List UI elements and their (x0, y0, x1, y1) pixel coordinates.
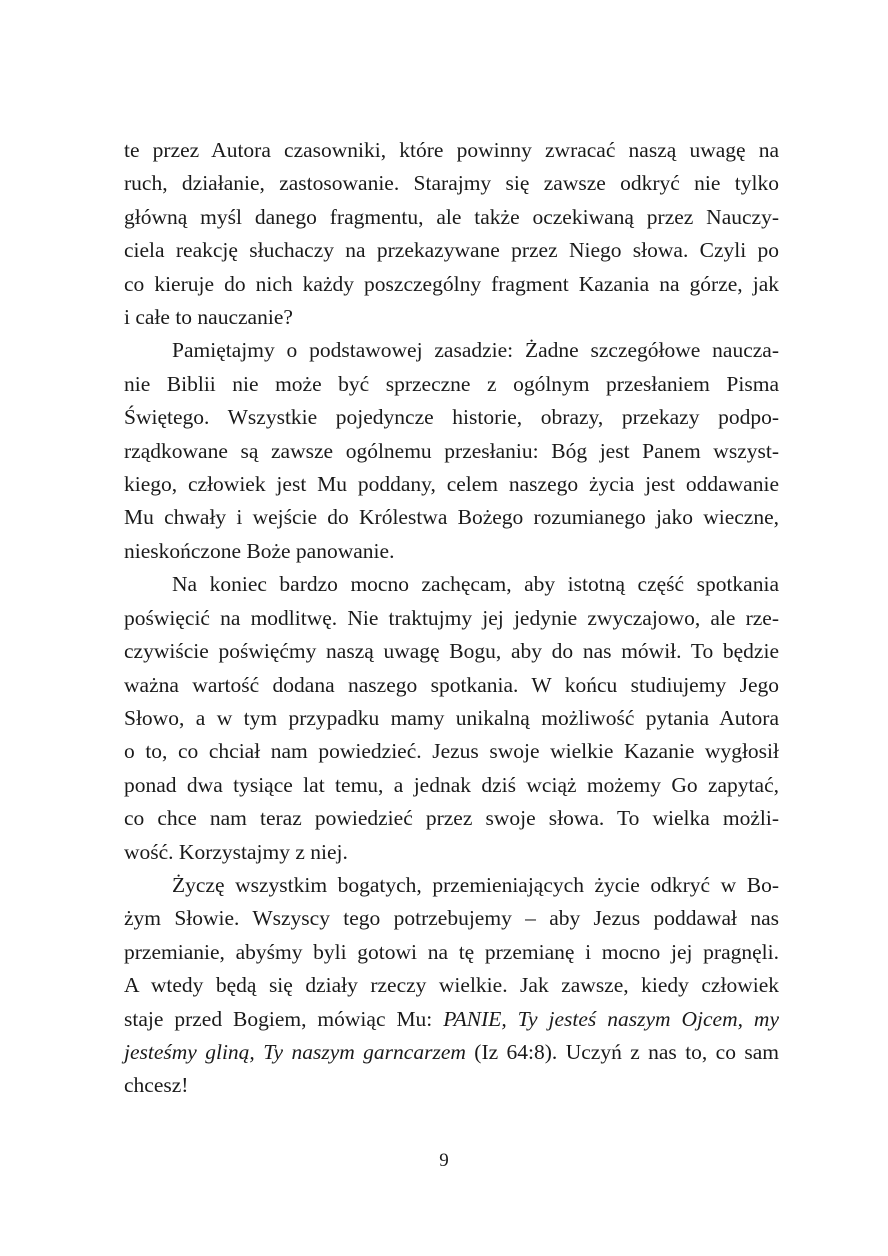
text-line: ponad dwa tysiące lat temu, a jednak dziś wciąż możemy Go zapytać, (124, 772, 779, 797)
text-line: żym Słowie. Wszyscy tego potrzebujemy – aby Jezus poddawał nas (124, 906, 779, 931)
text-line (124, 1003, 779, 1036)
text-line: ciela reakcję słuchaczy na przekazywane przez Niego słowa. Czyli po (124, 238, 779, 263)
text-line: kiego, człowiek jest Mu poddany, celem naszego życia jest oddawanie (124, 472, 779, 497)
text-line: chcesz! (124, 1073, 189, 1098)
text-line: czywiście poświęćmy naszą uwagę Bogu, aby do nas mówił. To będzie (124, 639, 779, 664)
text-line: przemianie, abyśmy byli gotowi na tę przemianę i mocno jej pragnęli. (124, 939, 779, 964)
text-line: Świętego. Wszystkie pojedyncze historie, obrazy, przekazy podpo- (124, 405, 779, 430)
text-line: ważna wartość dodana naszego spotkania. W końcu studiujemy Jego (124, 672, 779, 697)
text-line: Na koniec bardzo mocno zachęcam, aby istotną część spotkania (172, 572, 779, 597)
text-line: A wtedy będą się działy rzeczy wielkie. Jak zawsze, kiedy człowiek (124, 973, 779, 998)
text-line: wość. Korzystajmy z niej. (124, 839, 348, 864)
paragraph-1 (124, 134, 779, 334)
text-line: Pamiętajmy o podstawowej zasadzie: Żadne szczegółowe naucza- (172, 338, 779, 363)
paragraph-4 (124, 869, 779, 1103)
text-line: co chce nam teraz powiedzieć przez swoje słowa. To wielka możli- (124, 806, 779, 831)
text-line: o to, co chciał nam powiedzieć. Jezus swoje wielkie Kazanie wygłosił (124, 739, 779, 764)
scripture-quote: PANIE, Ty jesteś naszym Ojcem, my (443, 1006, 779, 1031)
text-line: co kieruje do nich każdy poszczególny fragment Kazania na górze, jak (124, 271, 779, 296)
text-line: poświęcić na modlitwę. Nie traktujmy jej jedynie zwyczajowo, ale rze- (124, 605, 779, 630)
text-segment: (Iz 64:8). Uczyń z nas to, co sam (465, 1039, 780, 1064)
body-text (124, 134, 779, 1103)
paragraph-2 (124, 334, 779, 568)
text-line: Słowo, a w tym przypadku mamy unikalną możliwość pytania Autora (124, 705, 779, 730)
text-line: rządkowane są zawsze ogólnemu przesłaniu: Bóg jest Panem wszyst- (124, 438, 779, 463)
text-line: ruch, działanie, zastosowanie. Starajmy się zawsze odkryć nie tylko (124, 171, 779, 196)
text-line: i całe to nauczanie? (124, 305, 293, 330)
text-line: te przez Autora czasowniki, które powinny zwracać naszą uwagę na (124, 138, 779, 162)
text-line: główną myśl danego fragmentu, ale także oczekiwaną przez Nauczy- (124, 204, 779, 229)
text-segment: staje przed Bogiem, mówiąc Mu: (124, 1006, 444, 1031)
text-line: nie Biblii nie może być sprzeczne z ogólnym przesłaniem Pisma (124, 371, 779, 396)
page-number: 9 (439, 1150, 449, 1171)
text-line: nieskończone Boże panowanie. (124, 538, 395, 563)
scripture-quote: jesteśmy gliną, Ty naszym garncarzem (124, 1039, 466, 1064)
text-line (124, 1036, 779, 1069)
paragraph-3 (124, 568, 779, 869)
text-line: Życzę wszystkim bogatych, przemieniających życie odkryć w Bo- (172, 872, 779, 897)
text-line: Mu chwały i wejście do Królestwa Bożego rozumianego jako wieczne, (124, 505, 779, 530)
